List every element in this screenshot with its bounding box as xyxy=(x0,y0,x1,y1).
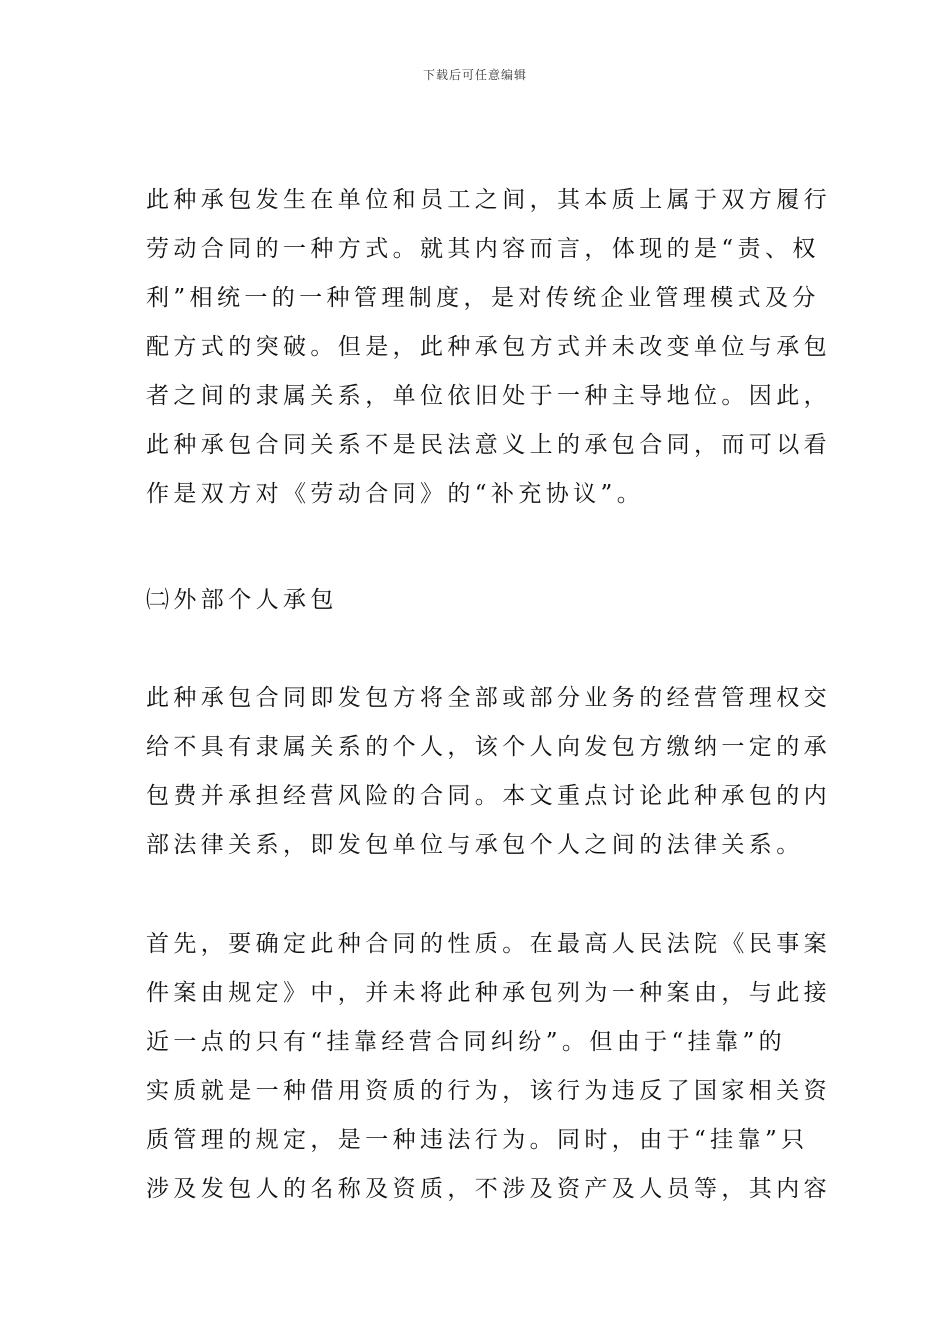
text-line: 此种承包合同关系不是民法意义上的承包合同，而可以看 xyxy=(146,432,831,458)
text-line: 此种承包合同即发包方将全部或部分业务的经营管理权交 xyxy=(146,685,831,711)
text-line: 实质就是一种借用资质的行为，该行为违反了国家相关资 xyxy=(146,1078,831,1104)
text-line: 件案由规定》中，并未将此种承包列为一种案由，与此接 xyxy=(146,980,831,1006)
text-line: 配方式的突破。但是，此种承包方式并未改变单位与承包 xyxy=(146,334,831,360)
paragraph-internal-contract xyxy=(146,176,831,519)
text-line: 部法律关系，即发包单位与承包个人之间的法律关系。 xyxy=(146,832,804,858)
text-line: 首先，要确定此种合同的性质。在最高人民法院《民事案 xyxy=(146,931,831,957)
text-line: 涉及发包人的名称及资质，不涉及资产及人员等，其内容 xyxy=(146,1176,831,1202)
text-line: 劳动合同的一种方式。就其内容而言，体现的是“责、权 xyxy=(146,236,820,262)
text-line: 给不具有隶属关系的个人，该个人向发包方缴纳一定的承 xyxy=(146,734,831,760)
header-note: 下载后可任意编辑 xyxy=(422,68,527,82)
paragraph-external-contract xyxy=(146,674,831,870)
text-line: 作是双方对《劳动合同》的“补充协议”。 xyxy=(146,481,645,507)
text-line: 者之间的隶属关系，单位依旧处于一种主导地位。因此， xyxy=(146,383,831,409)
text-line: 包费并承担经营风险的合同。本文重点讨论此种承包的内 xyxy=(146,783,831,809)
text-line: 此种承包发生在单位和员工之间，其本质上属于双方履行 xyxy=(146,187,831,213)
section-heading xyxy=(146,576,810,625)
paragraph-contract-nature xyxy=(146,920,831,1214)
section-heading-text: ㈡外部个人承包 xyxy=(146,587,338,613)
text-line: 利”相统一的一种管理制度，是对传统企业管理模式及分 xyxy=(146,285,820,311)
text-line: 近一点的只有“挂靠经营合同纠纷”。但由于“挂靠”的 xyxy=(146,1029,787,1055)
text-line: 质管理的规定，是一种违法行为。同时，由于“挂靠”只 xyxy=(146,1127,809,1153)
